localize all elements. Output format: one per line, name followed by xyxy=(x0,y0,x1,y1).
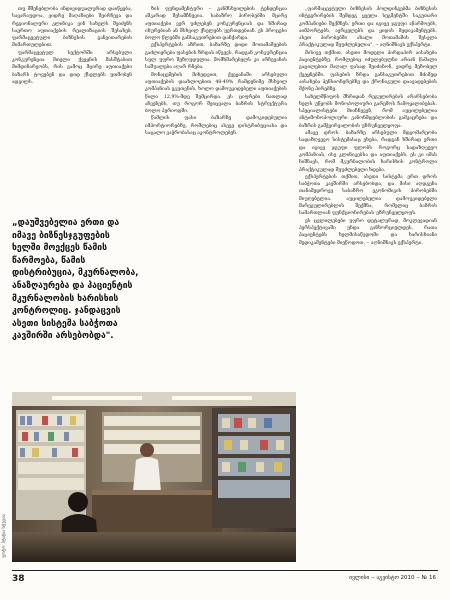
pharmacy-photo xyxy=(12,392,296,562)
paragraph: ამავე დროს, ბაზარზე არსებული მდგომარეობა სადაზღვევო სისტემასაც ეხება, რადგან ხშირად ერთი და იგივე ჯგუფი ფლობს როგორც სადაზღვევო კომპანიას, ისე კლინიკებსა და აფთიაქებს. ეს კი იმას ნიშნავს, რომ მკურნალობის ხარისხის კონტროლი პრაქტიკულად შეუძლებელი ხდება. xyxy=(299,131,437,173)
pull-quote: „დაუშვებელია ერთი და იმავე ბიზნესჯგუფების ხელში მოექცეს წამის წარმოება, წამის დისტრიბუცია, მკურნალობა, ანაზღაურება და პაციენტის მკურნალობის ხარისხის კონტროლიც. ჯანდაცვის ასეთი სისტემა საბჭოთა კავშირში არსებობდა". xyxy=(12,218,139,342)
paragraph: წამლის ფასი ბაზარზე დამოკიდებულია იმპორტიორებზე, რომლებიც ასევე დისტრიბუციასა და საცალო ვაჭრობასაც აკონტროლებენ. xyxy=(145,116,287,137)
article-column-1 xyxy=(12,6,132,214)
pharmacy-interior-illustration xyxy=(12,392,296,562)
page-number: 38 xyxy=(12,574,25,584)
paragraph: ფარმაცევტულ სექტორში არსებული კონკურენცია მთელი ქვეყნის მასშტაბით მიმდინარეობს, რის გამოც მცირე აფთიაქები ბაზარს ტოვებენ და დიდ ქსელებს უთმობენ ადგილს. xyxy=(12,50,132,85)
paragraph: თუ მშენებლობა ინდივიდუალურად დაიწყება, სავარაუდოა, ვიდრე მაღაზიები შეირჩევა და რეგიონალური კლინიკა ვინ სახელს შეიძენს საერთო აფთიაქების რეალიზაციის შესახებ, ფარმაცევტული ბიზნესის განვითარების მიმართულებით. xyxy=(12,7,132,49)
paragraph: „ფარმაცევტული ბიზნესის ჰოლდინგებმა ბიზნესის ინტეგრირების შემდეგ ყველა სეგმენტში საკუთარი კომპანიები შექმნეს. ერთი და იგივე ჯგუფი აწარმოებს, აიმპორტებს, ავრცელებს და ყიდის მედიკამენტებს. ასეთ პირობებში ახალი მოთამაშის შესვლა პრაქტიკულად შეუძლებელია", ‒ აღნიშნავს ექსპერტი. xyxy=(299,7,437,49)
issue-info: ივლისი ‒ აგვისტო 2010 ‒ № 16 xyxy=(349,575,436,581)
paragraph: მონაცემების მიხედვით, ქვეყანაში არსებული აფთიაქების დაახლოებით 48-49% რამდენიმე მსხვილ კომპანიას ეკუთვნის, ხოლო დამოუკიდებელი აფთიაქების წილი 12,9%-მდე შემცირდა. ეს ციფრები ნათლად აჩვენებს, თუ როგორ შეიცვალა ბაზრის სტრუქტურა ბოლო პერიოდში. xyxy=(145,72,287,115)
article-column-2 xyxy=(145,6,287,390)
paragraph: სახელმწიფოს მხრიდან რეგულირების არარსებობა ხელს უწყობს მონოპოლიური გარემოს ჩამოყალიბებას. სპეციალისტები მიიჩნევენ, რომ აუცილებელია ანტიმონოპოლიური კანონმდებლობის გამკაცრება და ბაზრის გამჭვირვალობის უზრუნველყოფა. xyxy=(299,94,437,129)
paragraph: ექსპერტების აზრით, ბაზარზე დიდი მოთამაშეების გაძლიერება ფასების ზრდას იწვევს, რადგან კონკურენცია სულ უფრო შეზღუდულია. მომხმარებელს კი არჩევანის საშუალება აღარ რჩება. xyxy=(145,43,287,71)
page-footer xyxy=(0,570,450,600)
paragraph: ზის ფუნდამენტური ‒ განმსხვილების ტენდენცია აშკარად შესამჩნევია. საბაზრო პირობებში მცირე აფთიაქები ვერ უძლებენ კონკურენციას და ხშირად იხურებიან ან მსხვილ ქსელებს უერთდებიან. ეს პროცესი ბოლო წლებში განსაკუთრებით დაჩქარდა. xyxy=(145,7,287,42)
footer-rule xyxy=(12,570,438,571)
photo-credit: ფოტო: სტატია სტუდია xyxy=(1,514,6,558)
paragraph: ეს ცვლილებები უფრო დეტალურად, მოკლევადიან პერსპექტივაში უნდა განხორციელდეს, რათა პაციენტებს ხელმისაწვდომი და ხარისხიანი მედიკამენტები მიეწოდოთ, ‒ აღნიშნავს ექსპერტი. xyxy=(299,218,437,246)
article-column-3 xyxy=(299,6,437,564)
paragraph: ექსპერტების თქმით, ასეთი სისტემა ერთ დროს საბჭოთა კავშირში არსებობდა, და მისი აღდგენა თანამედროვე საბაზრო ეკონომიკის პირობებში მიუღებელია. აუცილებელია დამოუკიდებელი მარეგულირებლის შექმნა, რომელიც ბაზრის სამართლიან ფუნქციონირებას უზრუნველყოფს. xyxy=(299,174,437,217)
paragraph: მისივე თქმით, ასეთი მოდელი პირდაპირ აისახება პაციენტებზე, რომლებიც იძულებულნი არიან წამალი გაცილებით მაღალ ფასად შეიძინონ, ვიდრე მეზობელ ქვეყნებში. ფასების ზრდა განსაკუთრებით მძიმედ აისახება პენსიონერებზე და ქრონიკული დაავადებების მქონე პირებზე. xyxy=(299,50,437,93)
